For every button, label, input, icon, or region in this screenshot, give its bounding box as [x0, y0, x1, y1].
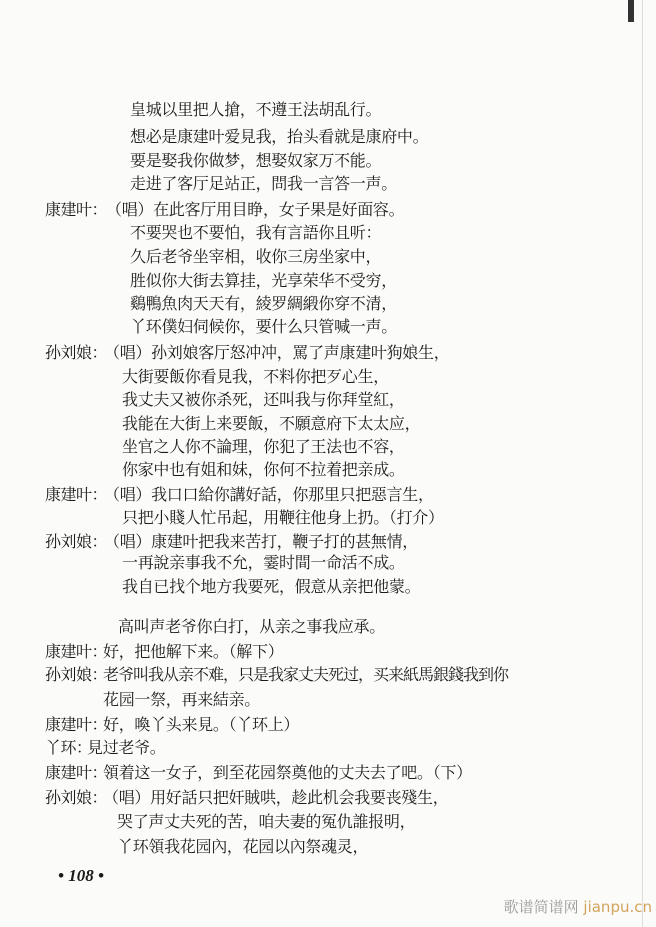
verse-line: 高叫声老爷你白打，从亲之事我应承。	[118, 617, 385, 636]
dialogue-line: 好，把他解下来。（解下）	[103, 642, 284, 661]
watermark-cn: 歌谱简谱网	[503, 898, 579, 916]
verse-line: 不要哭也不要怕，我有言語你且听：	[130, 223, 382, 242]
verse-line: 我自已找个地方我要死，假意从亲把他蒙。	[122, 577, 421, 596]
speaker-label: 康建叶：	[45, 485, 108, 504]
verse-line: 只把小賤人忙吊起，用鞭往他身上扔。（打介）	[122, 508, 444, 527]
dialogue-line: 老爷叫我从亲不难，只是我家丈夫死过，买来紙馬銀錢我到你	[103, 665, 509, 684]
verse-line: 丫环僕妇伺候你，要什么只管喊一声。	[130, 317, 397, 336]
speaker-label: 孙刘娘：	[45, 788, 108, 807]
verse-line: 皇城以里把人搶，不遵王法胡乱行。	[130, 100, 382, 119]
speaker-label: 康建叶：	[45, 200, 108, 219]
dialogue-line: 見过老爷。	[87, 738, 166, 757]
watermark	[504, 896, 652, 917]
verse-line: （唱）我口口給你講好話，你那里只把惡言生，	[104, 485, 434, 504]
verse-line: 丫环領我花园內，花园以內祭魂灵，	[117, 837, 369, 856]
speaker-label: 孙刘娘：	[45, 343, 108, 362]
dialogue-line: 領着这一女子，到至花园祭奠他的丈夫去了吧。（下）	[103, 763, 472, 782]
verse-line: 走进了客厅足站正，問我一言答一声。	[130, 174, 397, 193]
dialogue-line: 好，喚丫头来見。（丫环上）	[103, 715, 300, 734]
verse-line: 想必是康建叶爱見我，抬头看就是康府中。	[130, 127, 429, 146]
verse-line: （唱）在此客厅用目睁，女子果是好面容。	[106, 200, 405, 219]
verse-line: 我能在大街上来要飯，不願意府下太太应，	[122, 414, 421, 433]
verse-line: 鷄鴨魚肉天天有，綾罗綢緞你穿不清，	[130, 294, 397, 313]
page-edge	[642, 0, 643, 927]
verse-line: 一再說亲事我不允，霎时間一命活不成。	[122, 553, 405, 572]
verse-line: 哭了声丈夫死的苦，咱夫妻的冤仇誰报明，	[117, 812, 416, 831]
verse-line: 你家中也有姐和妹，你何不拉着把亲成。	[122, 460, 405, 479]
verse-line: （唱）孙刘娘客厅怒冲冲，罵了声康建叶狗娘生，	[104, 343, 450, 362]
verse-line: 大街要飯你看見我，不料你把歹心生，	[122, 367, 389, 386]
verse-line: 久后老爷坐宰相，收你三房坐家中，	[130, 247, 382, 266]
speaker-label: 康建叶：	[45, 642, 108, 661]
dialogue-line: 花园一祭，再来結亲。	[103, 690, 261, 709]
speaker-label: 丫环：	[45, 738, 92, 757]
verse-line: （唱）用好話只把奸賊哄，趁此机会我要丧殘生，	[103, 788, 449, 807]
verse-line: 我丈夫又被你杀死，还叫我与你拜堂紅，	[122, 390, 405, 409]
verse-line: （唱）康建叶把我来苦打，鞭子打的甚無情，	[104, 532, 419, 551]
speaker-label: 康建叶：	[45, 763, 108, 782]
verse-line: 坐官之人你不論理，你犯了王法也不容，	[122, 437, 405, 456]
speaker-label: 孙刘娘：	[45, 532, 108, 551]
verse-line: 胜似你大街去算挂，光享荣华不受穷，	[130, 271, 397, 290]
binding-mark	[628, 0, 634, 22]
watermark-en: jianpu.cn	[583, 898, 652, 916]
speaker-label: 孙刘娘：	[45, 665, 108, 684]
page-number: • 108 •	[58, 866, 104, 885]
verse-line: 要是娶我你做梦，想娶奴家万不能。	[130, 151, 382, 170]
speaker-label: 康建叶：	[45, 715, 108, 734]
